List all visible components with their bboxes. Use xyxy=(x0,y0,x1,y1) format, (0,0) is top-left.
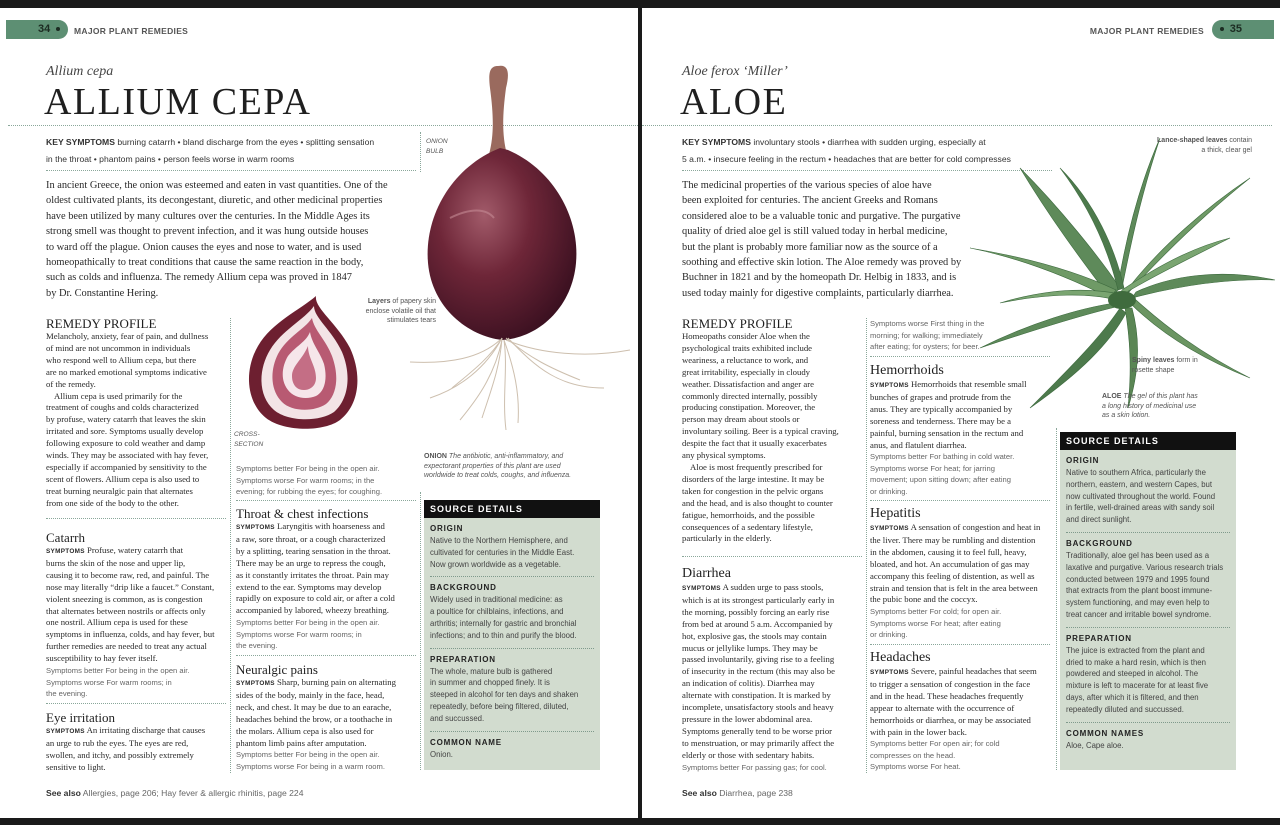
column-divider xyxy=(230,318,231,773)
divider xyxy=(870,644,1050,645)
see-also: See also Allergies, page 206; Hay fever & allergic rhinitis, page 224 xyxy=(46,788,304,798)
page-number-tab: 35 xyxy=(1212,20,1274,39)
page-title: ALOE xyxy=(680,81,788,123)
catarrh-title: Catarrh xyxy=(46,530,85,545)
divider xyxy=(236,655,416,656)
neuralgic-section: Neuralgic pains SYMPTOMS Sharp, burning pain on alternating sides of the body, mainly in the face, head, neck, and chest. It may be due to an earache, headaches behind the brow, or a toothache in the molars. Allium cepa is also used for phantom limb pains after amputation. Symptoms better For being in the open air. Symptoms worse For being in a warm room. xyxy=(236,662,416,772)
symptoms-worse: Symptoms worse First thing in the morning; for walking; immediately after eating; for oysters; for beer. xyxy=(870,319,985,351)
left-page xyxy=(0,8,638,818)
see-also: See also Diarrhea, page 238 xyxy=(682,788,793,798)
eye-irritation-section: Eye irritation SYMPTOMS An irritating discharge that causes an urge to rub the eyes. The eyes are red, swollen, and itchy, and possibly extremely sensitive to light. xyxy=(46,710,226,774)
diarrhea-title: Diarrhea xyxy=(682,566,731,581)
throat-chest-section: Throat & chest infections SYMPTOMS Laryngitis with hoarseness and a raw, sore throat, or a cough characterized by a splitting, tearing sensation in the throat. There may be an urge to repress the cough, as it constantly irritates the throat. Pain may extend to the ear. Symptoms may develop rapidly on exposure to cold air, or after a cold accompanied by labored, wheezy breathing. Symptoms better For being in the open air. Symptoms worse For warm rooms; in the evening. xyxy=(236,506,416,652)
key-symptoms: KEY SYMPTOMS burning catarrh • bland discharge from the eyes • splitting sensation in the throat • phantom pains • person feels worse in warm rooms xyxy=(46,137,375,164)
remedy-profile: REMEDY PROFILE Melancholy, anxiety, fear of pain, and dullness of mind are not uncommon in individuals who respond well to Allium cepa, but there are no marked emotional symptoms indicative of the remedy. Allium cepa is used primarily for the treatment of coughs and colds characterized by profuse, watery catarrh that leaves the skin irritated and sore. Symptoms usually develop following exposure to cold weather and damp winds. They may be associated with hay fever, especially if accompanied by sensitivity to the scent of flowers. Allium cepa is also used to treat burning neuralgic pain that alternates from one side of the body to the other. xyxy=(46,316,226,510)
source-details-box: SOURCE DETAILS ORIGIN Native to the Northern Hemisphere, and cultivated for centuries in the Middle East. Now grown worldwide as a vegetable. BACKGROUND Widely used in traditional medicine: as a poultice for chilblains, infections, and arthritis; internally for gastric and bronchial infections; and to thin and purify the blood. PREPARATION The whole, mature bulb is gathered in summer and chopped finely. It is steeped in alcohol for ten days and shaken repeatedly, before being filtered, diluted, and succussed. COMMON NAME Onion. xyxy=(424,500,600,770)
headaches-title: Headaches xyxy=(870,650,931,665)
hemorrhoids-title: Hemorrhoids xyxy=(870,363,944,378)
throat-chest-title: Throat & chest infections xyxy=(236,506,369,521)
section-header: MAJOR PLANT REMEDIES xyxy=(1089,26,1204,36)
hepatitis-section: Hepatitis SYMPTOMS A sensation of congestion and heat in the liver. There may be rumbling and distention in the abdomen, causing it to feel full, heavy, bloated, and hot. An accumulation of gas may accompany this feeling of distention, as well as strain and tension that is felt in the area between the pubic bone and the coccyx. Symptoms better For cold; for open air. Symptoms worse For heat; after eating or drinking. xyxy=(870,506,1050,641)
neuralgic-title: Neuralgic pains xyxy=(236,662,318,677)
layers-caption: Layers of papery skin enclose volatile oil that stimulates tears xyxy=(365,298,436,324)
column-divider xyxy=(1056,428,1057,770)
source-details-header: SOURCE DETAILS xyxy=(424,500,600,518)
remedy-profile-title: REMEDY PROFILE xyxy=(682,316,793,331)
source-details-box: SOURCE DETAILS ORIGIN Native to southern Africa, particularly the northern, eastern, and western Capes, but now cultivated throughout the world. Found in fertile, well-drained areas with sandy soil and direct sunlight. BACKGROUND Traditionally, aloe gel has been used as a laxative and purgative. Various research trials conducted between 1979 and 1995 found that extracts from the plant boost immune- system functioning, and may even help to treat cancer and irritable bowel syndrome. PREPARATION The juice is extracted from the plant and dried to make a hard resin, which is then powdered and steeped in alcohol. The mixture is left to macerate for at least five days, after which it is filtered, and then repeatedly diluted and succussed. COMMON NAMES Aloe, Cape aloe. xyxy=(1060,432,1236,770)
aloe-caption: ALOE The gel of this plant has a long history of medicinal use as a skin lotion. xyxy=(1102,393,1198,419)
see-also-links[interactable]: Diarrhea, page 238 xyxy=(719,788,793,798)
divider xyxy=(46,518,226,519)
key-symptoms: KEY SYMPTOMS involuntary stools • diarrhea with sudden urging, especially at 5 a.m. • insecure feeling in the rectum • headaches that are better for cold compresses xyxy=(682,137,1011,164)
page-title: ALLIUM CEPA xyxy=(44,81,312,123)
onion-caption: ONION The antibiotic, anti-inflammatory, and expectorant properties of this plant are used worldwide to treat colds, coughs, and influenza. xyxy=(424,453,572,479)
remedy-profile: REMEDY PROFILE Homeopaths consider Aloe when the psychological traits exhibited include weariness, a reluctance to work, and great irritability, especially in cloudy weather. Dissatisfaction and anger are commonly directed internally, possibly producing constipation. Moreover, the person may dream about stools or involuntary soiling. Beer is a typical craving, despite the fact that it usually exacerbates any physical symptoms. Aloe is most frequently prescribed for disorders of the large intestine. It may be taken for congestion in the pelvic organs and the head, and is also thought to counter fatigue, hemorrhoids, and the possible consequences of a sedentary lifestyle, particularly in the elderly. xyxy=(682,316,862,545)
hemorrhoids-section: Hemorrhoids SYMPTOMS Hemorrhoids that resemble small bunches of grapes and protrude from the anus. They are typically accompanied by soreness and tenderness. There may be a painful, burning sensation in the rectum and anus, and flatulent diarrhea. Symptoms better For bathing in cold water. Symptoms worse For heat; for jarring movement; upon sitting down; after eating or drinking. xyxy=(870,363,1050,497)
page-number-tab: 34 xyxy=(6,20,68,39)
intro-text: In ancient Greece, the onion was esteemed and eaten in vast quantities. One of the oldest cultivated plants, its decongestant, diuretic, and other medicinal properties have been utilized by many cultures over the centuries. In the Middle Ages its strong smell was thought to prevent infection, and it was hung outside houses to ward off the plague. Onion causes the eyes and nose to water, and is used homeopathically to treat conditions that cause the same reaction in the body, such as colds and influenza. The remedy Allium cepa was proved in 1847 by Dr. Constantine Hering. xyxy=(46,180,388,299)
remedy-profile-title: REMEDY PROFILE xyxy=(46,316,157,331)
divider xyxy=(870,500,1050,501)
divider xyxy=(46,703,226,704)
catarrh-section: Catarrh SYMPTOMS Profuse, watery catarrh that burns the skin of the nose and upper lip, causing it to become raw, red, and painful. The nose may literally “drip like a faucet.” Constant, violent sneezing is common, as is congestion that alternates between nostrils or affects only one nostril. Allium cepa is used for these symptoms in influenza, colds, and hay fever, but further remedies are needed to treat any actual susceptibility to hay fever itself. Symptoms better For being in the open air. Symptoms worse For warm rooms; in the evening. xyxy=(46,530,226,700)
divider xyxy=(236,500,416,501)
source-details-header: SOURCE DETAILS xyxy=(1060,432,1236,450)
column-divider xyxy=(420,132,421,172)
column-divider xyxy=(866,318,867,773)
divider xyxy=(870,356,1050,357)
lance-caption: Lance-shaped leaves contain a thick, clear gel xyxy=(1157,137,1252,154)
onion-bulb-label: ONION BULB xyxy=(426,138,448,155)
cross-section-label: CROSS- SECTION xyxy=(234,431,264,448)
headaches-section: Headaches SYMPTOMS Severe, painful headaches that seem to trigger a sensation of congestion in the face and in the head. These headaches frequently appear to alternate with the occurrence of hemorrhoids or diarrhea, or may be associated with pain in the lower back. Symptoms better For open air; for cold compresses on the head. Symptoms worse For heat. xyxy=(870,650,1050,773)
latin-name: Aloe ferox ‘Miller’ xyxy=(682,64,788,79)
diarrhea-section: Diarrhea SYMPTOMS A sudden urge to pass stools, which is at its strongest particularly early in the morning, possibly forcing an early rise from bed at around 5 a.m. Accompanied by hot, explosive gas, the stools may contain mucus or jellylike lumps. They may be passed involuntarily, giving rise to a feeling of insecurity in the rectum (this may also be an indication of colitis). Diarrhea may alternate with constipation. It is marked by incomplete, unsatisfactory stools and heavy pressure in the lower abdominal area. Symptoms generally tend to be worse prior to menstruation, or may primarily affect the elderly or those with sedentary habits. Symptoms better For passing gas; for cool. xyxy=(682,566,862,773)
divider xyxy=(682,556,862,557)
intro-text: The medicinal properties of the various species of aloe have been exploited for centuries. The ancient Greeks and Romans considered aloe to be a valuable tonic and purgative. The purgative quality of dried aloe gel is still valued today in herbal medicine, but the plant is probably more familiar now as the source of a soothing and effective skin lotion. The Aloe remedy was proved by Buchner in 1821 and by the homeopath Dr. Helbig in 1833, and is used today mainly for digestive complaints, particularly diarrhea. xyxy=(682,180,962,299)
key-divider xyxy=(46,170,416,171)
section-header: MAJOR PLANT REMEDIES xyxy=(74,26,189,36)
hepatitis-title: Hepatitis xyxy=(870,506,921,521)
symptoms-better-worse: Symptoms better For being in the open air. Symptoms worse For warm rooms; in the evening; for rubbing the eyes; for coughing. xyxy=(236,464,383,496)
eye-irritation-title: Eye irritation xyxy=(46,710,115,725)
right-page xyxy=(642,8,1280,818)
spiny-caption: Spiny leaves form in rosette shape xyxy=(1132,357,1198,374)
see-also-links[interactable]: Allergies, page 206; Hay fever & allergic rhinitis, page 224 xyxy=(82,788,304,798)
latin-name: Allium cepa xyxy=(46,64,114,79)
column-divider xyxy=(420,492,421,770)
onion-bulb-illustration xyxy=(390,58,638,438)
